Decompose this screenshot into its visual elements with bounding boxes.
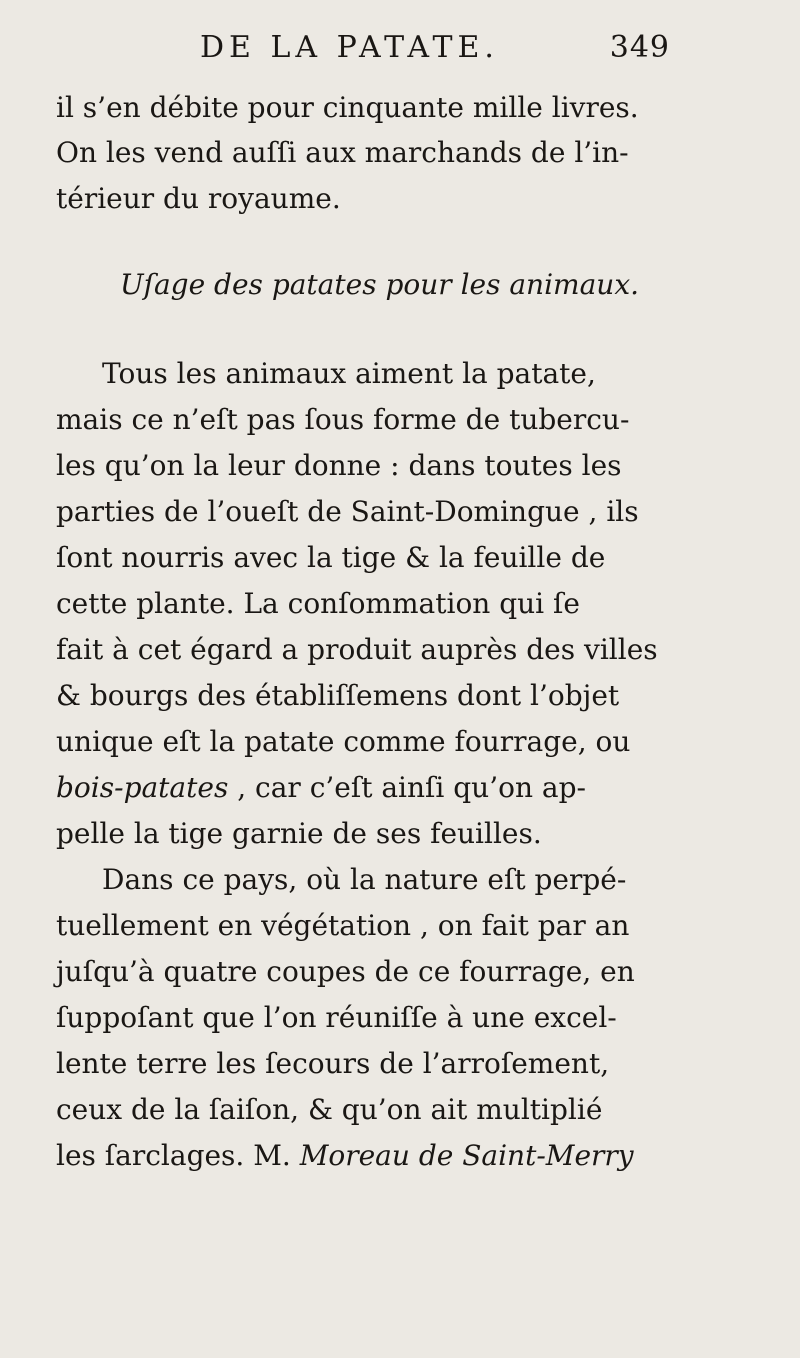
- running-title: DE LA PATATE.: [200, 30, 499, 65]
- text-line: il s’en débite pour cinquante mille livres.: [56, 91, 639, 124]
- text-line: unique eſt la patate comme fourrage, ou: [56, 725, 631, 758]
- italic-term: bois-patates: [56, 771, 229, 804]
- section-heading: Uſage des patates pour les animaux.: [120, 268, 640, 301]
- text-line: mais ce n’eſt pas ſous forme de tubercu-: [56, 403, 630, 436]
- text-line: ſont nourris avec la tige & la feuille de: [56, 541, 606, 574]
- text-line: cette plante. La conſommation qui ſe: [56, 587, 580, 620]
- text-line-rest: , car c’eſt ainſi qu’on ap-: [228, 771, 586, 804]
- text-line: Dans ce pays, où la nature eſt perpé-: [102, 863, 627, 896]
- text-line: [56, 1136, 634, 1176]
- text-line: fait à cet égard a produit auprès des villes: [56, 633, 658, 666]
- running-head: [200, 30, 670, 80]
- text-line: parties de l’oueſt de Saint-Domingue , ils: [56, 495, 639, 528]
- author-name: Moreau de Saint-Merry: [299, 1139, 634, 1172]
- text-line: tuellement en végétation , on fait par an: [56, 909, 630, 942]
- text-line: les qu’on la leur donne : dans toutes les: [56, 449, 622, 482]
- text-line: térieur du royaume.: [56, 182, 341, 215]
- text-line: juſqu’à quatre coupes de ce fourrage, en: [56, 955, 635, 988]
- text-line: pelle la tige garnie de ses feuilles.: [56, 817, 542, 850]
- page-number: 349: [609, 30, 670, 65]
- text-line-start: les ſarclages. M.: [56, 1139, 300, 1172]
- text-line: ceux de la ſaiſon, & qu’on ait multiplié: [56, 1093, 603, 1126]
- text-line: ſuppoſant que l’on réuniſſe à une excel-: [56, 1001, 617, 1034]
- text-line: Tous les animaux aiment la patate,: [102, 357, 596, 390]
- text-line: [56, 768, 586, 808]
- text-line: On les vend auſſi aux marchands de l’in-: [56, 136, 629, 169]
- text-line: & bourgs des établiſſemens dont l’objet: [56, 679, 620, 712]
- text-line: lente terre les ſecours de l’arroſement,: [56, 1047, 610, 1080]
